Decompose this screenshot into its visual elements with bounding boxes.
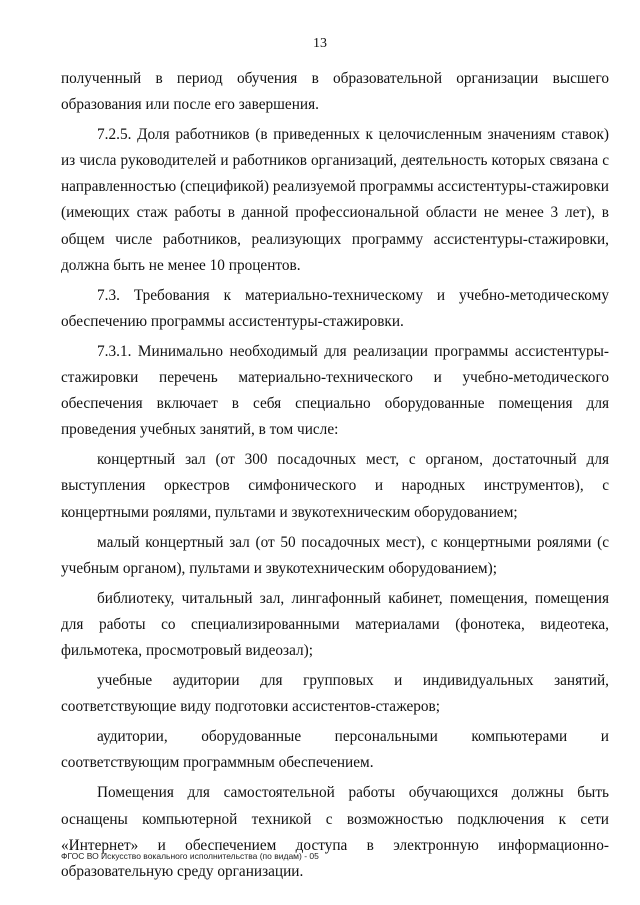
list-item-small-concert-hall: малый концертный зал (от 50 посадочных мест), с концертными роялями (с учебным органом), пультами и звукотехническим оборудованием);: [61, 533, 609, 577]
document-footer: ФГОС ВО Искусство вокального исполнительства (по видам) - 05: [61, 851, 319, 861]
list-item-library: библиотеку, читальный зал, лингафонный кабинет, помещения, помещения для работы со специализированными материалами (фонотека, видеотека, фильмотека, просмотровый видеозал);: [61, 589, 609, 659]
paragraph-7-3-1: 7.3.1. Минимально необходимый для реализации программы ассистентуры-стажировки перечень материально-технического и учебно-методического обеспечения включает в себя специально оборудованные помещения для проведения учебных занятий, в том числе:: [61, 342, 609, 439]
list-item-concert-hall: концертный зал (от 300 посадочных мест, с органом, достаточный для выступления оркестров симфонического и народных инструментов), с концертными роялями, пультами и звукотехническим оборудованием;: [61, 451, 609, 521]
paragraph-self-study-rooms: Помещения для самостоятельной работы обучающихся должны быть оснащены компьютерной техникой с возможностью подключения к сети «Интернет» и обеспечением доступа в электронную информационно-образовательную среду организации.: [61, 784, 609, 880]
list-item-computer-rooms: аудитории, оборудованные персональными компьютерами и соответствующим программным обеспечением.: [61, 728, 609, 772]
list-item-classrooms: учебные аудитории для групповых и индивидуальных занятий, соответствующие виду подготовки ассистентов-стажеров;: [61, 672, 609, 716]
paragraph-7-3: 7.3. Требования к материально-техническому и учебно-методическому обеспечению программы ассистентуры-стажировки.: [61, 286, 609, 330]
document-body: [61, 66, 609, 885]
paragraph-continuation: полученный в период обучения в образовательной организации высшего образования или после его завершения.: [61, 70, 609, 114]
paragraph-7-2-5: 7.2.5. Доля работников (в приведенных к целочисленным значениям ставок) из числа руководителей и работников организаций, деятельность которых связана с направленностью (спецификой) реализуемой программы ассистентуры-стажировки (имеющих стаж работы в данной профессиональной области не менее 3 лет), в общем числе работников, реализующих программу ассистентуры-стажировки, должна быть не менее 10 процентов.: [61, 126, 609, 274]
page-number: 13: [313, 36, 327, 51]
